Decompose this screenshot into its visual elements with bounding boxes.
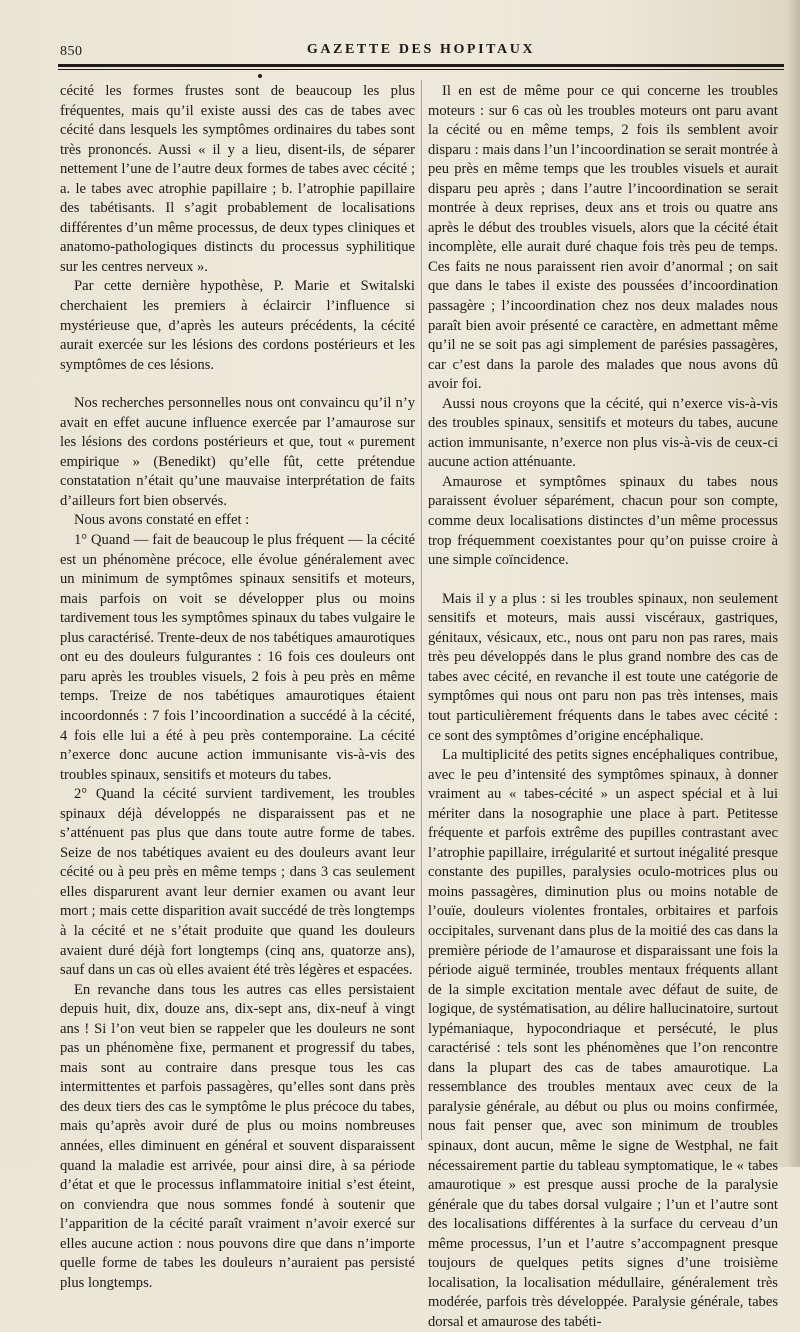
paragraph: 2° Quand la cécité survient tardivement, les troubles spinaux déjà développés ne disparaissent pas et ne s’atténuent pas plus que dans toute autre forme de tabes. Seize de nos tabétiques avaient eu des douleurs avant leur cécité ou à peu près en même temps ; dans 3 cas seulement elles disparurent avant leur dernier examen ou avant leur mort ; mais cette disparition avait succédé de très longtemps à la cécité et ne s’était produite que quand les douleurs avaient duré déjà fort longtemps (cinq ans, quatorze ans), sauf dans un cas où elles avaient été très légères et espacées. <box>60 786 415 979</box>
paragraph: Nos recherches personnelles nous ont convaincu qu’il n’y avait en effet aucune influence exercée par l’amaurose sur les lésions des cordons postérieurs et que, tout « purement empirique » (Benedikt) qu’elle fût, cette prétendue constatation n’était qu’une mauvaise interprétation de faits d’ailleurs fort bien observés. <box>60 395 415 509</box>
left-column <box>60 82 415 1293</box>
paragraph: La multiplicité des petits signes encéphaliques contribue, avec le peu d’intensité des symptômes spinaux, à donner vraiment au « tabes-cécité » un aspect spécial et à lui mériter dans la nosographie une place à part. Petitesse fréquente et parfois extrême des pupilles contrastant avec l’atrophie papillaire, irrégularité et surtout inégalité presque constante des pupilles, paralysies oculo-motrices plus ou moins passagères, diminution plus ou moins notable de l’ouïe, douleurs violentes frontales, orbitaires et parfois occipitales, survenant dans plus de la moitié des cas dans la première période de l’amaurose et disparaissant une fois la période aiguë terminée, troubles mentaux fréquents allant de la simple excitation mentale avec défaut de suite, de logique, de systématisation, au délire hallucinatoire, surtout lypémaniaque, hypocondriaque et persécuté, le plus caractérisé : tels sont les phénomènes que l’on rencontre dans la plupart des cas de tabes amaurotique. La ressemblance des troubles mentaux avec ceux de la paralysie générale, au début ou plus ou moins confirmée, nous fait penser que, avec son minimum de troubles spinaux, dont aucun, même le signe de Westphal, ne fait nécessairement partie du tableau symptomatique, le « tabes amaurotique » est presque aussi proche de la paralysie générale que du tabes dorsal vulgaire ; l’un et l’autre sont des localisations différentes à la surface du cerveau d’un même processus, l’un et l’autre s’accompagnent presque toujours de quelques petits signes d’une troisième localisation, la localisation médullaire, généralement très modérée, parfois très développée. Paralysie générale, tabes dorsal et amaurose des tabéti- <box>428 747 778 1330</box>
ornament-dot <box>258 74 262 78</box>
paragraph: En revanche dans tous les autres cas elles persistaient depuis huit, dix, douze ans, dix-sept ans, dix-neuf à vingt ans ! Si l’on veut bien se rappeler que les douleurs ne sont pas un phénomène fixe, permanent et progressif du tabes, mais sont au contraire dans presque tous les cas intermittentes et parfois passagères, qu’elles sont dans près des deux tiers des cas le symptôme le plus précoce du tabes, mais qu’après avoir duré de plus ou moins nombreuses années, elles diminuent en général et souvent disparaissent quand la maladie est arrivée, pour ainsi dire, à sa période d’état et que le processus inflammatoire initial s’est éteint, on conviendra que nous sommes fondé à soutenir que l’apparition de la cécité paraît vraiment n’avoir exercé sur elles aucune action : nous pouvons dire que dans n’importe quelle forme de tabes les douleurs n’auraient pas persisté plus longtemps. <box>60 981 415 1291</box>
paragraph: Mais il y a plus : si les troubles spinaux, non seulement sensitifs et moteurs, mais aussi viscéraux, gastriques, génitaux, vésicaux, etc., nous ont paru non pas rares, mais très peu développés dans le plus grand nombre des cas de tabes avec cécité, en revanche il est toute une catégorie de symptômes qui nous ont paru non pas très intenses, mais tout particulièrement fréquents dans le tabes avec cécité : ce sont des symptômes d’origine encéphalique. <box>428 590 778 744</box>
header-rule-thin <box>58 69 784 70</box>
header-rule-thick <box>58 64 784 67</box>
page-header <box>60 38 782 64</box>
paragraph: Aussi nous croyons que la cécité, qui n’exerce vis-à-vis des troubles spinaux, sensitifs et moteurs du tabes, aucune action immunisante, n’exerce non plus vis-à-vis de ceux-ci aucune action atténuante. <box>428 395 778 471</box>
paragraph: Amaurose et symptômes spinaux du tabes nous paraissent évoluer séparément, chacun pour son compte, comme deux localisations distinctes d’un même processus trop fréquemment coexistantes pour qu’on puisse croire à une simple coïncidence. <box>428 473 778 569</box>
paragraph: 1° Quand — fait de beaucoup le plus fréquent — la cécité est un phénomène précoce, elle évolue généralement avec un minimum de symptômes spinaux sensitifs et moteurs, mais parfois on voit se développer plus ou moins tardivement tous les symptômes spinaux du tabes vulgaire le plus caractérisé. Trente-deux de nos tabétiques amaurotiques ont eu des douleurs fulgurantes : 16 fois ces douleurs ont paru après les troubles visuels, 2 fois à peu près en même temps. Treize de nos tabétiques amaurotiques étaient incoordonnés : 7 fois l’incoordination a succédé à la cécité, 4 fois elle lui a été à peu près contemporaine. La cécité n’exerce donc aucune action immunisante vis-à-vis des troubles spinaux, sensitifs et moteurs du tabes. <box>60 532 415 783</box>
paragraph: Nous avons constaté en effet : <box>74 512 250 529</box>
column-divider <box>421 80 422 1140</box>
right-column <box>428 82 778 1332</box>
page-number: 850 <box>60 44 83 59</box>
page-edge-shadow <box>786 0 800 1167</box>
paragraph: cécité les formes frustes sont de beaucoup les plus fréquentes, mais qu’il existe aussi des cas de tabes avec cécité dans lesquels les symptômes ordinaires du tabes sont très prononcés. Aussi « il y a lieu, disent-ils, de séparer nettement l’une de l’autre deux formes de tabes avec cécité ; a. le tabes avec atrophie papillaire ; b. l’atrophie papillaire des tabétisants. Il s’agit probablement de localisations différentes d’un même processus, de deux types cliniques et anatomo-pathologiques distincts du processus syphilitique sur les centres nerveux ». <box>60 83 415 275</box>
running-title: GAZETTE DES HOPITAUX <box>306 42 536 57</box>
paragraph: Par cette dernière hypothèse, P. Marie et Switalski cherchaient les premiers à éclaircir l’influence si mystérieuse que, d’après les auteurs précédents, la cécité aurait exercée sur les lésions des cordons postérieurs et les symptômes de ces lésions. <box>60 278 415 373</box>
paragraph: Il en est de même pour ce qui concerne les troubles moteurs : sur 6 cas où les troubles moteurs ont paru avant la cécité ou en même temps, 2 fois ils semblent avoir disparu : mais dans l’un l’incoordination se serait montrée à peu près en même temps que les troubles visuels et aurait disparu peu après ; dans l’autre l’incoordination se serait montrée à deux reprises, deux ans et trois ou quatre ans après le début des troubles visuels, alors que la cécité était incomplète, elle aurait duré chaque fois très peu de temps. Ces faits ne nous paraissent rien avoir d’anormal ; on sait que dans le tabes il existe des poussées d’incoordination passagère ; l’incoordination chez nos deux malades nous paraît bien avoir présenté ce caractère, en admettant même qu’il ne se soit pas agi simplement de parésies passagères, car c’est dans la parole des malades que nous avons dû avoir foi. <box>428 83 778 393</box>
